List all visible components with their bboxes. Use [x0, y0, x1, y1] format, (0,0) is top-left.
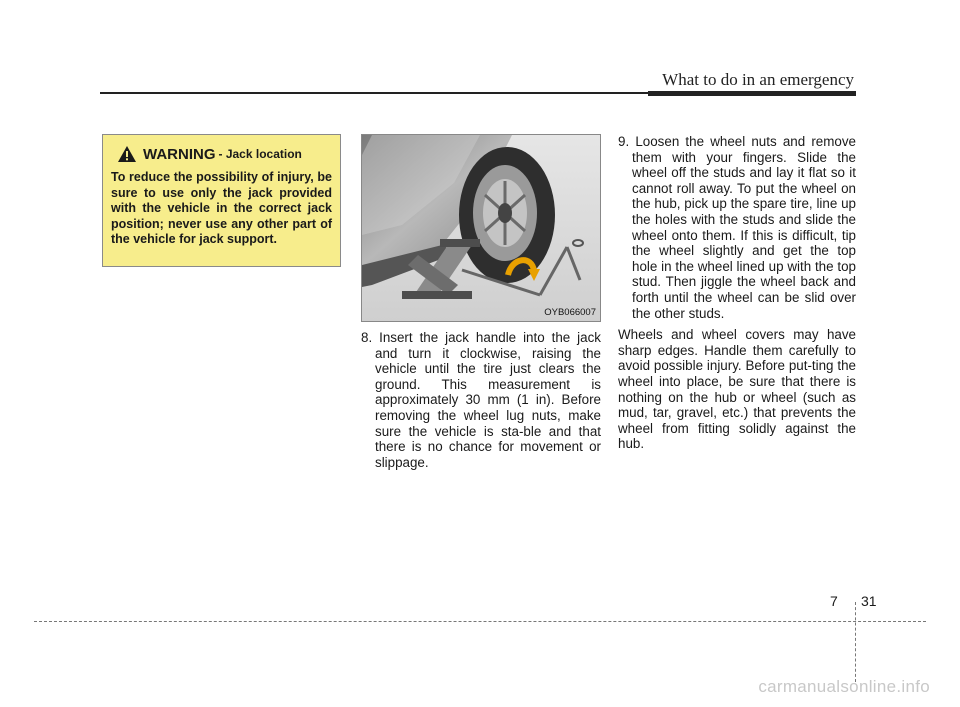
- warning-triangle-icon: [117, 145, 137, 163]
- warning-title: WARNING: [143, 145, 216, 163]
- header-rule-accent: [648, 91, 856, 96]
- warning-subtitle: - Jack location: [218, 147, 302, 161]
- right-column: [618, 134, 856, 452]
- jack-illustration: [361, 134, 601, 322]
- page-number: 31: [861, 593, 877, 609]
- warning-box: [102, 134, 341, 267]
- car-jack-drawing: [362, 135, 600, 321]
- footer-rule: [34, 621, 926, 622]
- step-8-text: [361, 330, 601, 470]
- figure-caption: OYB066007: [544, 307, 596, 318]
- step-8: 8. Insert the jack handle into the jack and turn it clockwise, raising the vehicle until the tire just clears the ground. This measurement is approximately 30 mm (1 in). Before removing the wheel lug nuts, make sure the vehicle is sta-ble and that there is no chance for movement or slippage.: [361, 330, 601, 470]
- warning-header: [117, 145, 332, 163]
- footer-divider: [855, 602, 856, 682]
- warning-text: To reduce the possibility of injury, be sure to use only the jack provided with the vehicle in the correct jack position; never use any other part of the vehicle for jack support.: [111, 170, 332, 247]
- step-9: 9. Loosen the wheel nuts and remove them with your fingers. Slide the wheel off the studs and lay it flat so it cannot roll away. To put the wheel on the hub, pick up the spare tire, line up the holes with the studs and slide the wheel onto them. If this is difficult, tip the wheel slightly and get the top hole in the wheel lined up with the top stud. Then jiggle the wheel back and forth until the wheel can be slid over the other studs.: [618, 134, 856, 321]
- section-title: What to do in an emergency: [662, 70, 854, 89]
- chapter-number: 7: [830, 593, 838, 609]
- watermark: carmanualsonline.info: [758, 677, 930, 696]
- wheel-caution-paragraph: Wheels and wheel covers may have sharp edges. Handle them carefully to avoid possible injury. Before put-ting the wheel into place, be sure that there is nothing on the hub or wheel (such as mud, tar, gravel, etc.) that prevents the wheel from fitting solidly against the hub.: [618, 327, 856, 452]
